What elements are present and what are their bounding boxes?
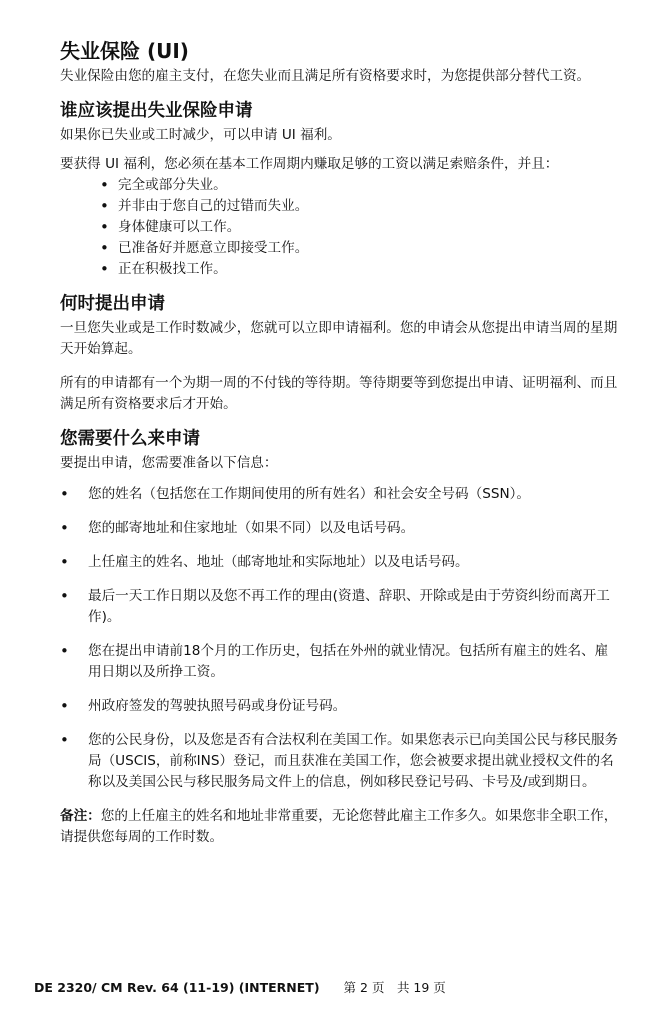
page-title: 失业保险 (UI): [60, 39, 189, 63]
section-need: [60, 427, 620, 793]
list-item: • 最后一天工作日期以及您不再工作的理由(资遣、辞职、开除或是由于劳资纠纷而离开工作)。: [60, 586, 620, 628]
intro-paragraph: 失业保险由您的雇主支付，在您失业而且满足所有资格要求时，为您提供部分替代工资。: [60, 68, 591, 84]
document-page: [60, 38, 620, 848]
need-paragraph-1: 要提出申请，您需要准备以下信息：: [60, 455, 278, 471]
page-number: 第 2 页 共 19 页: [343, 980, 446, 995]
section-heading-when: 何时提出申请: [60, 294, 165, 314]
list-item: • 您的邮寄地址和住家地址（如果不同）以及电话号码。: [60, 518, 620, 539]
list-item: • 并非由于您自己的过错而失业。: [100, 196, 620, 217]
internet-label: INTERNET: [244, 980, 314, 995]
list-item: • 身体健康可以工作。: [100, 217, 620, 238]
list-item: • 完全或部分失业。: [100, 175, 620, 196]
list-item: • 您的姓名（包括您在工作期间使用的所有姓名）和社会安全号码（SSN）。: [60, 484, 620, 505]
section-who: [60, 99, 620, 280]
list-item: • 您在提出申请前18个月的工作历史，包括在外州的就业情况。包括所有雇主的姓名、雇用日期以及所挣工资。: [60, 641, 620, 683]
list-item: • 正在积极找工作。: [100, 259, 620, 280]
section-heading-who: 谁应该提出失业保险申请: [60, 101, 253, 121]
list-item: • 上任雇主的姓名、地址（邮寄地址和实际地址）以及电话号码。: [60, 552, 620, 573]
requirements-list: [60, 484, 620, 793]
note-paragraph: [60, 806, 620, 848]
who-paragraph-2: 要获得 UI 福利，您必须在基本工作周期内赚取足够的工资以满足索赔条件，并且：: [60, 156, 559, 172]
list-item: • 已准备好并愿意立即接受工作。: [100, 238, 620, 259]
list-item: • 您的公民身份，以及您是否有合法权利在美国工作。如果您表示已向美国公民与移民服务局（USCIS，前称INS）登记，而且获准在美国工作，您会被要求提出就业授权文件的名称以及美国公民与移民服务局文件上的信息，例如移民登记号码、卡号及/或到期日。: [60, 730, 620, 793]
form-number-close: ): [313, 980, 320, 995]
section-heading-need: 您需要什么来申请: [60, 429, 200, 449]
who-paragraph-1: 如果你已失业或工时减少，可以申请 UI 福利。: [60, 127, 341, 143]
section-when: [60, 292, 620, 415]
when-paragraph-1: 一旦您失业或是工作时数减少，您就可以立即申请福利。您的申请会从您提出申请当周的星期天开始算起。: [60, 320, 618, 357]
eligibility-list: [60, 175, 620, 280]
form-number: DE 2320/ CM Rev. 64 (11-19) (: [34, 980, 245, 995]
page-footer: [34, 978, 446, 996]
note-label: 备注：: [60, 808, 101, 824]
when-paragraph-2: 所有的申请都有一个为期一周的不付钱的等待期。等待期要等到您提出申请、证明福利、而且满足所有资格要求后才开始。: [60, 375, 618, 412]
note-text: 您的上任雇主的姓名和地址非常重要，无论您替此雇主工作多久。如果您非全职工作，请提供您每周的工作时数。: [60, 808, 618, 845]
list-item: • 州政府签发的驾驶执照号码或身份证号码。: [60, 696, 620, 717]
